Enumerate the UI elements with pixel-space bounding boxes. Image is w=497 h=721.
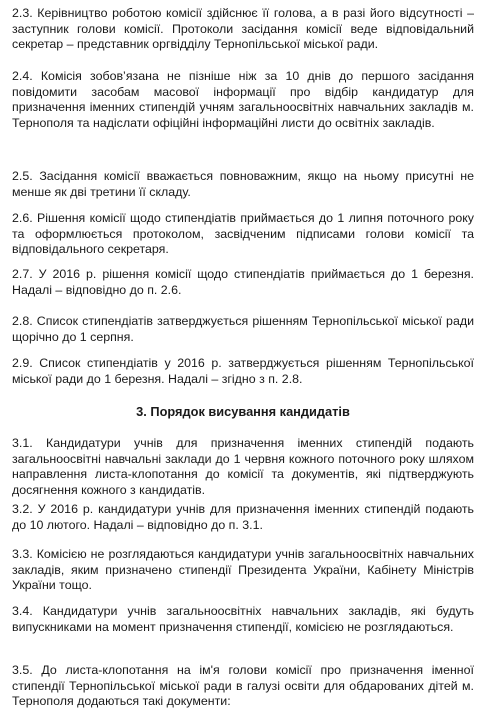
paragraph-2-7: 2.7. У 2016 р. рішення комісії щодо стипендіатів приймається до 1 березня. Надалі – відповідно до п. 2.6.	[12, 267, 474, 297]
paragraph-2-6: 2.6. Рішення комісії щодо стипендіатів приймається до 1 липня поточного року та оформлюється протоколом, засвідченим підписами голови комісії та відповідального секретаря.	[12, 211, 474, 257]
paragraph-3-1: 3.1. Кандидатури учнів для призначення іменних стипендій подають загальноосвітні навчальні заклади до 1 червня кожного поточного року шляхом направлення листа-клопотання до комісії та документів, які підтверджують досягнення кожного з кандидатів.	[12, 436, 474, 497]
paragraph-3-2: 3.2. У 2016 р. кандидатури учнів для призначення іменних стипендій подають до 10 лютого. Надалі – відповідно до п. 3.1.	[12, 502, 474, 532]
paragraph-3-3: 3.3. Комісією не розглядаються кандидатури учнів загальноосвітніх навчальних закладів, яким призначено стипендії Президента України, Кабінету Міністрів України тощо.	[12, 547, 474, 593]
section-heading: 3. Порядок висування кандидатів	[136, 404, 350, 419]
paragraph-2-4: 2.4. Комісія зобов’язана не пізніше ніж за 10 днів до першого засідання повідомити засобам масової інформації про відбір кандидатур для призначення іменних стипендій учням загальноосвітніх навчальних закладів м. Тернополя та надіслати офіційні інформаційні листи до освітніх закладів.	[12, 69, 474, 130]
paragraph-2-3: 2.3. Керівництво роботою комісії здійснює її голова, а в разі його відсутності – заступник голови комісії. Протоколи засідання комісії веде відповідальний секретар – представник оргвідділу Тернопільської міської ради.	[12, 6, 474, 52]
paragraph-3-5: 3.5. До листа-клопотання на ім'я голови комісії про призначення іменної стипендії Тернопільської міської ради в галузі освіти для обдарованих дітей м. Тернополя додаються такі документи:	[12, 663, 474, 709]
paragraph-2-9: 2.9. Список стипендіатів у 2016 р. затверджується рішенням Тернопільської міської ради до 1 березня. Надалі – згідно з п. 2.8.	[12, 356, 474, 386]
paragraph-2-5: 2.5. Засідання комісії вважається повноважним, якщо на ньому присутні не менше як дві третини її складу.	[12, 169, 474, 199]
paragraph-2-8: 2.8. Список стипендіатів затверджується рішенням Тернопільської міської ради щорічно до 1 серпня.	[12, 314, 474, 344]
paragraph-3-4: 3.4. Кандидатури учнів загальноосвітніх навчальних закладів, які будуть випускниками на момент призначення стипендії, комісією не розглядаються.	[12, 604, 474, 634]
